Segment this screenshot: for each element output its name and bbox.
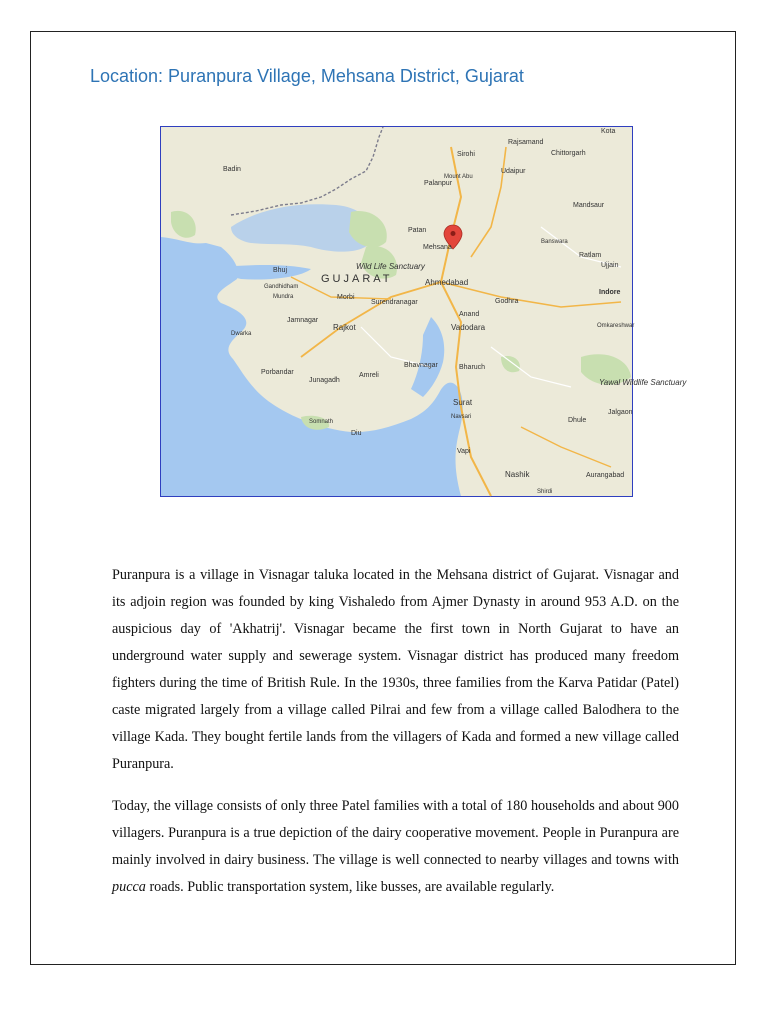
map-city-label: Diu [351, 430, 362, 437]
map-city-label: Somnath [309, 419, 334, 425]
village-paragraph-text-end: roads. Public transportation system, like busses, are available regularly. [145, 879, 555, 895]
map-city-label: Vadodara [451, 323, 486, 332]
highway-4 [471, 147, 506, 257]
village-paragraph [112, 793, 679, 901]
map-city-label: Palanpur [424, 180, 453, 187]
map-city-label: Rajsamand [508, 139, 544, 146]
map-city-label: Surendranagar [371, 299, 418, 306]
map-city-label: Banswara [541, 239, 568, 245]
map-city-label: Shirdi [537, 489, 553, 495]
emphasis-pucca: pucca [112, 879, 146, 895]
map-city-label: Chittorgarh [551, 150, 586, 157]
map-city-label: Morbi [337, 294, 355, 301]
map-city-label: Junagadh [309, 377, 340, 384]
map-city-label: Bhavnagar [404, 362, 438, 369]
map-city-label: Indore [599, 289, 621, 296]
map-city-label: Bharuch [459, 364, 486, 371]
map-city-label: Gandhidham [264, 284, 299, 290]
map-city-label: Vapi [457, 448, 471, 455]
map-city-label: Mundra [273, 294, 294, 300]
map-city-label: Ratlam [579, 252, 602, 259]
park-east [501, 356, 520, 372]
map-city-label: Dwarka [231, 331, 252, 337]
road-1 [541, 227, 621, 267]
map-city-label: Nashik [505, 470, 530, 479]
map-city-label: Udaipur [501, 168, 526, 175]
map-marker-label: Mehsana [423, 244, 452, 251]
location-map[interactable] [160, 126, 687, 497]
map-region-label: GUJARAT [321, 273, 393, 285]
map-canvas [161, 127, 687, 496]
map-park-label: Yawal Wildlife Sanctuary [599, 378, 687, 387]
map-city-label: Porbandar [261, 369, 294, 376]
map-city-label: Aurangabad [586, 472, 625, 479]
map-park-label: Wild Life Sanctuary [356, 262, 425, 271]
map-city-label: Godhra [495, 298, 519, 305]
map-city-label: Mount Abu [444, 174, 473, 180]
map-city-label: Navsari [451, 414, 472, 420]
gulf-of-khambhat [411, 317, 444, 397]
page-title: Location: Puranpura Village, Mehsana District, Gujarat [90, 66, 524, 86]
map-city-label: Jalgaon [608, 409, 633, 416]
map-city-label: Surat [453, 398, 473, 407]
highway-6 [521, 427, 611, 467]
map-city-label: Bhuj [273, 267, 288, 274]
map-city-label: Patan [408, 227, 427, 234]
map-city-label: Dhule [568, 417, 587, 424]
map-city-label: Amreli [359, 372, 379, 379]
map-city-label: Sirohi [457, 151, 475, 158]
map-city-label: Mandsaur [573, 202, 605, 209]
park-west [171, 211, 196, 238]
map-city-label: Jamnagar [287, 317, 319, 324]
map-city-label: Kota [601, 128, 616, 135]
village-paragraph-text: Today, the village consists of only three Patel families with a total of 180 households and about 900 villagers. Puranpura is a true depiction of the dairy cooperative movement. People in Puranpura are mainly involved in dairy business. The village is well connected to nearby villages and towns with [112, 798, 679, 868]
map-city-label: Anand [459, 311, 480, 318]
map-city-label: Ahmedabad [425, 278, 469, 287]
intro-paragraph: Puranpura is a village in Visnagar taluka located in the Mehsana district of Gujarat. Visnagar and its adjoin region was founded by king Vishaledo from Ajmer Dynasty in around 953 A.D. on the auspicious day of 'Akhatrij'. Visnagar became the first town in North Gujarat to have an underground water supply and sewerage system. Visnagar district has produced many freedom fighters during the time of British Rule. In the 1930s, three families from the Karva Patidar (Patel) caste migrated largely from a village called Pilrai and few from a village called Balodhera to the village Kada. They bought fertile lands from the villagers of Kada and formed a new village called Puranpura. [112, 567, 679, 772]
road-3 [491, 347, 571, 387]
map-city-label: Badin [223, 166, 241, 173]
international-border [231, 127, 383, 215]
map-city-label: Omkareshwar [597, 323, 635, 329]
map-city-label: Ujjain [601, 262, 619, 269]
map-city-label: Rajkot [333, 323, 356, 332]
